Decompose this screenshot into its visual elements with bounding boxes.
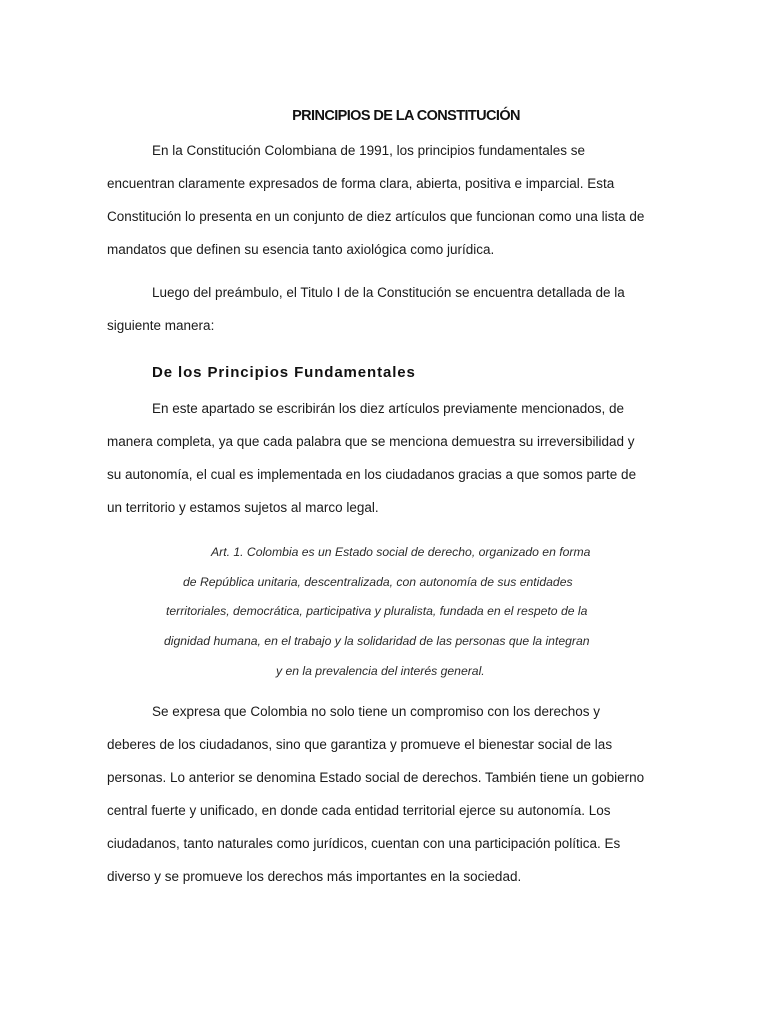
paragraph-analysis-line: deberes de los ciudadanos, sino que garantiza y promueve el bienestar social de las: [107, 737, 613, 752]
paragraph-preamble: [107, 276, 663, 342]
paragraph-intro: [107, 134, 663, 266]
quote-line: Art. 1. Colombia es un Estado social de derecho, organizado en forma: [211, 545, 591, 559]
paragraph-section-intro-line: su autonomía, el cual es implementada en los ciudadanos gracias a que somos parte de: [107, 467, 637, 482]
paragraph-analysis-line: Se expresa que Colombia no solo tiene un compromiso con los derechos y: [152, 704, 600, 719]
paragraph-intro-line: mandatos que definen su esencia tanto axiológica como jurídica.: [107, 242, 495, 257]
paragraph-analysis-line: ciudadanos, tanto naturales como jurídicos, cuentan con una participación política. Es: [107, 836, 621, 851]
article-quote: [0, 538, 768, 687]
paragraph-section-intro-line: En este apartado se escribirán los diez artículos previamente mencionados, de: [152, 401, 625, 416]
paragraph-analysis-line: central fuerte y unificado, en donde cada entidad territorial ejerce su autonomía. Los: [107, 803, 611, 818]
paragraph-section-intro-line: un territorio y estamos sujetos al marco legal.: [107, 500, 379, 515]
paragraph-analysis-line: diverso y se promueve los derechos más importantes en la sociedad.: [107, 869, 522, 884]
paragraph-intro-line: En la Constitución Colombiana de 1991, los principios fundamentales se: [152, 143, 586, 158]
paragraph-analysis-line: personas. Lo anterior se denomina Estado social de derechos. También tiene un gobierno: [107, 770, 645, 785]
paragraph-preamble-line: Luego del preámbulo, el Titulo I de la Constitución se encuentra detallada de la: [152, 285, 625, 300]
paragraph-analysis: [107, 695, 663, 893]
quote-line: dignidad humana, en el trabajo y la solidaridad de las personas que la integran: [164, 634, 590, 649]
paragraph-intro-line: Constitución lo presenta en un conjunto de diez artículos que funcionan como una lista de: [107, 209, 645, 224]
quote-line: territoriales, democrática, participativa y pluralista, fundada en el respeto de la: [166, 604, 588, 619]
document-title: PRINCIPIOS DE LA CONSTITUCIÓN: [292, 108, 520, 124]
paragraph-section-intro: [107, 392, 663, 524]
section-heading: De los Principios Fundamentales: [152, 364, 416, 381]
paragraph-preamble-line: siguiente manera:: [107, 318, 215, 333]
paragraph-intro-line: encuentran claramente expresados de forma clara, abierta, positiva e imparcial. Esta: [107, 176, 615, 191]
paragraph-section-intro-line: manera completa, ya que cada palabra que se menciona demuestra su irreversibilidad y: [107, 434, 635, 449]
quote-line: de República unitaria, descentralizada, con autonomía de sus entidades: [183, 574, 573, 589]
quote-line: y en la prevalencia del interés general.: [276, 663, 485, 678]
